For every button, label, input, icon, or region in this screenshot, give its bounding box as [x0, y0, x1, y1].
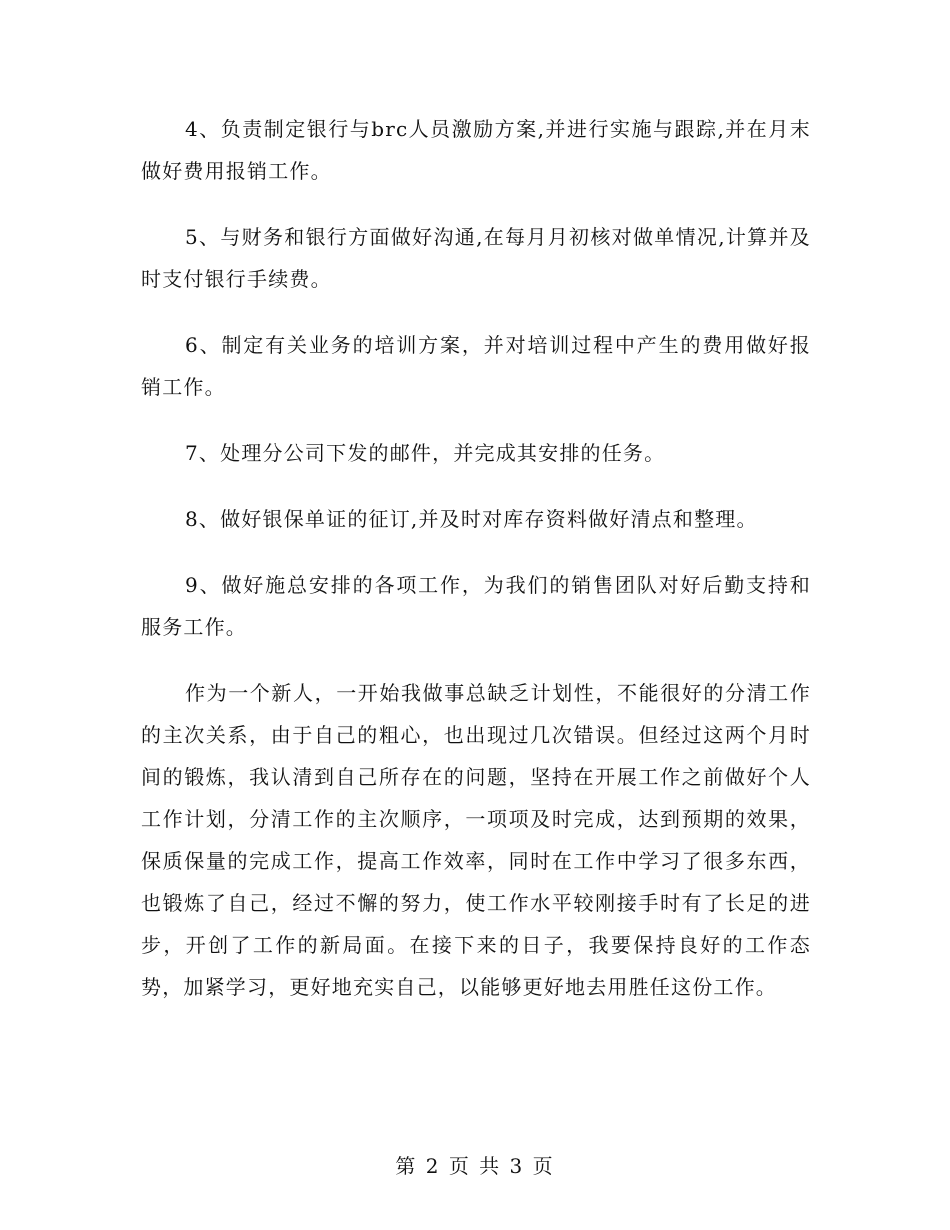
- list-item-8: 8、做好银保单证的征订,并及时对库存资料做好清点和整理。: [185, 507, 758, 531]
- summary-paragraph: 作为一个新人，一开始我做事总缺乏计划性，不能很好的分清工作的主次关系，由于自己的粗心，也出现过几次错误。但经过这两个月时间的锻炼，我认清到自己所存在的问题，坚持在开展工作之前做好个人工作计划，分清工作的主次顺序，一项项及时完成，达到预期的效果，保质保量的完成工作，提高工作效率，同时在工作中学习了很多东西，也锻炼了自己，经过不懈的努力，使工作水平较刚接手时有了长足的进步，开创了工作的新局面。在接下来的日子，我要保持良好的工作态势，加紧学习，更好地充实自己，以能够更好地去用胜任这份工作。: [141, 681, 811, 999]
- list-item-9: 9、做好施总安排的各项工作，为我们的销售团队对好后勤支持和服务工作。: [141, 573, 811, 639]
- document-body: [141, 108, 811, 1008]
- list-item-7: 7、处理分公司下发的邮件，并完成其安排的任务。: [185, 441, 666, 465]
- page-footer: 第 2 页 共 3 页: [395, 1154, 555, 1178]
- list-item-5: 5、与财务和银行方面做好沟通,在每月月初核对做单情况,计算并及时支付银行手续费。: [141, 225, 811, 291]
- list-item-4: 4、负责制定银行与brc人员激励方案,并进行实施与跟踪,并在月末做好费用报销工作。: [141, 117, 811, 183]
- list-item-6: 6、制定有关业务的培训方案，并对培训过程中产生的费用做好报销工作。: [141, 333, 811, 399]
